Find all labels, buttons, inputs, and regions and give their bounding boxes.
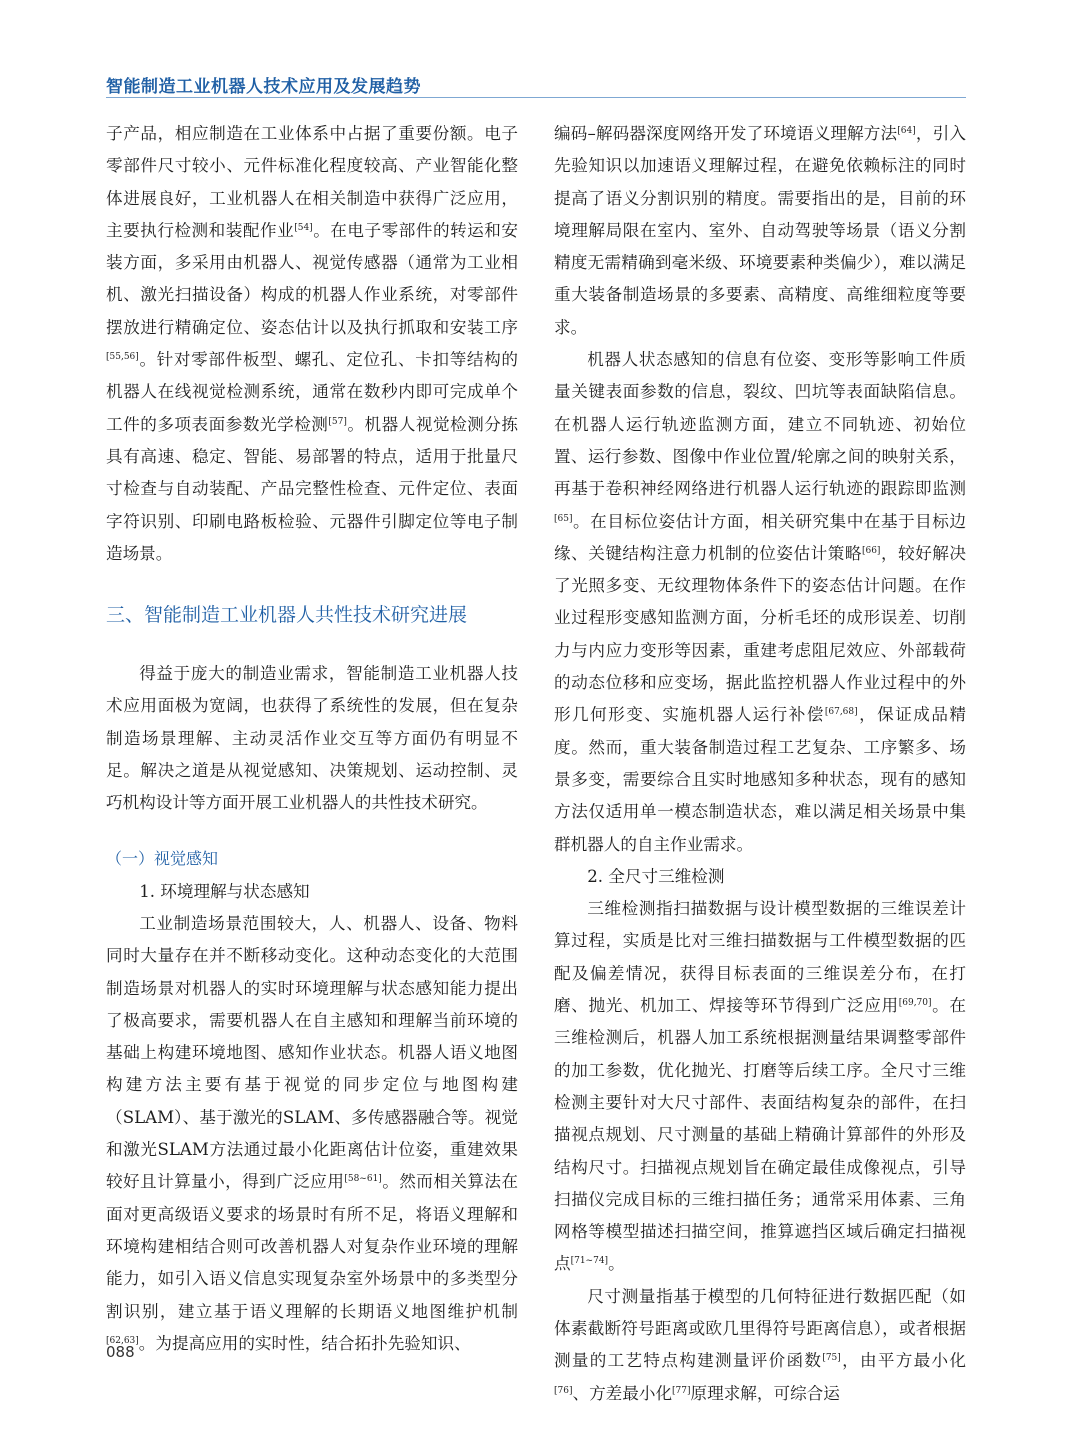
subsection-title: （一）视觉感知 [106, 848, 219, 868]
text-run: 机器人状态感知的信息有位姿、变形等影响工件质量关键表面参数的信息，裂纹、凹坑等表面缺陷信息。在机器人运行轨迹监测方面，建立不同轨迹、初始位置、运行参数、图像中作业位置/轮廓之间的映射关系，再基于卷积神经网络进行机器人运行轨迹的跟踪即监测 [554, 350, 966, 499]
right-paragraph-4 [554, 1281, 966, 1410]
citation: [69,70] [898, 998, 932, 1009]
text-run: 。针对零部件板型、螺孔、定位孔、卡扣等结构的机器人在线视觉检测系统，通常在数秒内即可完成单个工件的多项表面参数光学检测 [106, 350, 518, 434]
citation: [67,68] [824, 707, 858, 718]
text-run: 工业制造场景范围较大，人、机器人、设备、物料同时大量存在并不断移动变化。这种动态变化的大范围制造场景对机器人的实时环境理解与状态感知能力提出了极高要求，需要机器人在自主感知和理解当前环境的基础上构建环境地图、感知作业状态。机器人语义地图构建方法主要有基于视觉的同步定位与地图构建（SLAM）、基于激光的SLAM、多传感器融合等。视觉和激光SLAM方法通过最小化距离估计位姿，重建效果较好且计算量小，得到广泛应用 [106, 913, 518, 1192]
left-paragraph-3 [106, 908, 518, 1360]
citation: [71~74] [570, 1256, 609, 1267]
citation: [75] [822, 1353, 841, 1364]
citation: [77] [672, 1385, 691, 1396]
citation: [57] [328, 416, 347, 427]
header-rule [106, 97, 966, 98]
right-paragraph-3 [554, 893, 966, 1281]
subsubsection-title: 1. 环境理解与状态感知 [139, 881, 310, 901]
citation: [66] [861, 545, 881, 556]
left-paragraph-1 [106, 118, 518, 570]
text-run: ，保证成品精度。然而，重大装备制造过程工艺复杂、工序繁多、场景多变，需要综合且实时地感知多种状态，现有的感知方法仅适用单一模态制造状态，难以满足相关场景中集群机器人的自主作业需求。 [554, 705, 966, 854]
text-run: 。在电子零部件的转运和安装方面，多采用由机器人、视觉传感器（通常为工业相机、激光扫描设备）构成的机器人作业系统，对零部件摆放进行精确定位、姿态估计以及执行抓取和安装工序 [106, 220, 518, 337]
page-number: 088 [106, 1343, 135, 1361]
text-run: 三维检测指扫描数据与设计模型数据的三维误差计算过程，实质是比对三维扫描数据与工件模型数据的匹配及偏差情况，获得目标表面的三维误差分布，在打磨、抛光、机加工、焊接等环节得到广泛应用 [554, 899, 966, 1016]
left-column [106, 118, 518, 1360]
citation: [54] [294, 222, 313, 233]
running-title: 智能制造工业机器人技术应用及发展趋势 [106, 77, 421, 97]
citation: [65] [554, 513, 573, 524]
text-run: ，引入先验知识以加速语义理解过程，在避免依赖标注的同时提高了语义分割识别的精度。需要指出的是，目前的环境理解局限在室内、室外、自动驾驶等场景（语义分割精度无需精确到毫米级、环境要素种类偏少），难以满足重大装备制造场景的多要素、高精度、高维细粒度等要求。 [554, 124, 967, 337]
text-run: 。在目标位姿估计方面，相关研究集中在基于目标边缘、关键结构注意力机制的位姿估计策略 [554, 511, 966, 563]
text-run: 子产品，相应制造在工业体系中占据了重要份额。电子零部件尺寸较小、元件标准化程度较高、产业智能化整体进展良好，工业机器人在相关制造中获得广泛应用，主要执行检测和装配作业 [106, 124, 518, 240]
citation: [64] [897, 126, 916, 136]
right-column [554, 118, 966, 1410]
section-title: 三、智能制造工业机器人共性技术研究进展 [106, 604, 468, 627]
text-run: 原理求解，可综合运 [690, 1383, 840, 1403]
text-run: 。然而相关算法在面对更高级语义要求的场景时有所不足，将语义理解和环境构建相结合则可改善机器人对复杂作业环境的理解能力，如引入语义信息实现复杂室外场景中的多类型分割识别，建立基于语义理解的长期语义地图维护机制 [106, 1172, 519, 1321]
text-run: 。 [608, 1254, 625, 1274]
citation: [58~61] [344, 1174, 382, 1185]
text-run: 尺寸测量指基于模型的几何特征进行数据匹配（如体素截断符号距离或欧几里得符号距离信息），或者根据测量的工艺特点构建测量评价函数 [554, 1286, 966, 1371]
text-run: 。在三维检测后，机器人加工系统根据测量结果调整零部件的加工参数，优化抛光、打磨等后续工序。全尺寸三维检测主要针对大尺寸部件、表面结构复杂的部件，在扫描视点规划、尺寸测量的基础上精确计算部件的外形及结构尺寸。扫描视点规划旨在确定最佳成像视点，引导扫描仪完成目标的三维扫描任务；通常采用体素、三角网格等模型描述扫描空间，推算遮挡区域后确定扫描视点 [554, 996, 967, 1274]
text-run: 、方差最小化 [572, 1383, 673, 1403]
citation: [76] [554, 1385, 573, 1396]
text-run: ，由平方最小化 [840, 1351, 967, 1371]
citation: [55,56] [106, 352, 139, 363]
text-run: 。机器人视觉检测分拣具有高速、稳定、智能、易部署的特点，适用于批量尺寸检查与自动装配、产品完整性检查、元件定位、表面字符识别、印刷电路板检验、元器件引脚定位等电子制造场景。 [106, 414, 518, 563]
right-paragraph-2 [554, 344, 966, 861]
right-paragraph-1 [554, 118, 966, 344]
citation: [62,63] [106, 1335, 139, 1346]
left-paragraph-2: 得益于庞大的制造业需求，智能制造工业机器人技术应用面极为宽阔，也获得了系统性的发展，但在复杂制造场景理解、主动灵活作业交互等方面仍有明显不足。解决之道是从视觉感知、决策规划、运动控制、灵巧机构设计等方面开展工业机器人的共性技术研究。 [106, 664, 518, 813]
text-run: 编码–解码器深度网络开发了环境语义理解方法 [554, 124, 898, 143]
text-run: 。为提高应用的实时性，结合拓扑先验知识、 [138, 1333, 471, 1353]
text-run: ，较好解决了光照多变、无纹理物体条件下的姿态估计问题。在作业过程形变感知监测方面，分析毛坯的成形误差、切削力与内应力变形等因素，重建考虑阻尼效应、外部载荷的动态位移和应变场，据此监控机器人作业过程中的外形几何形变、实施机器人运行补偿 [554, 543, 966, 725]
subsubsection-title-2: 2. 全尺寸三维检测 [587, 866, 725, 886]
